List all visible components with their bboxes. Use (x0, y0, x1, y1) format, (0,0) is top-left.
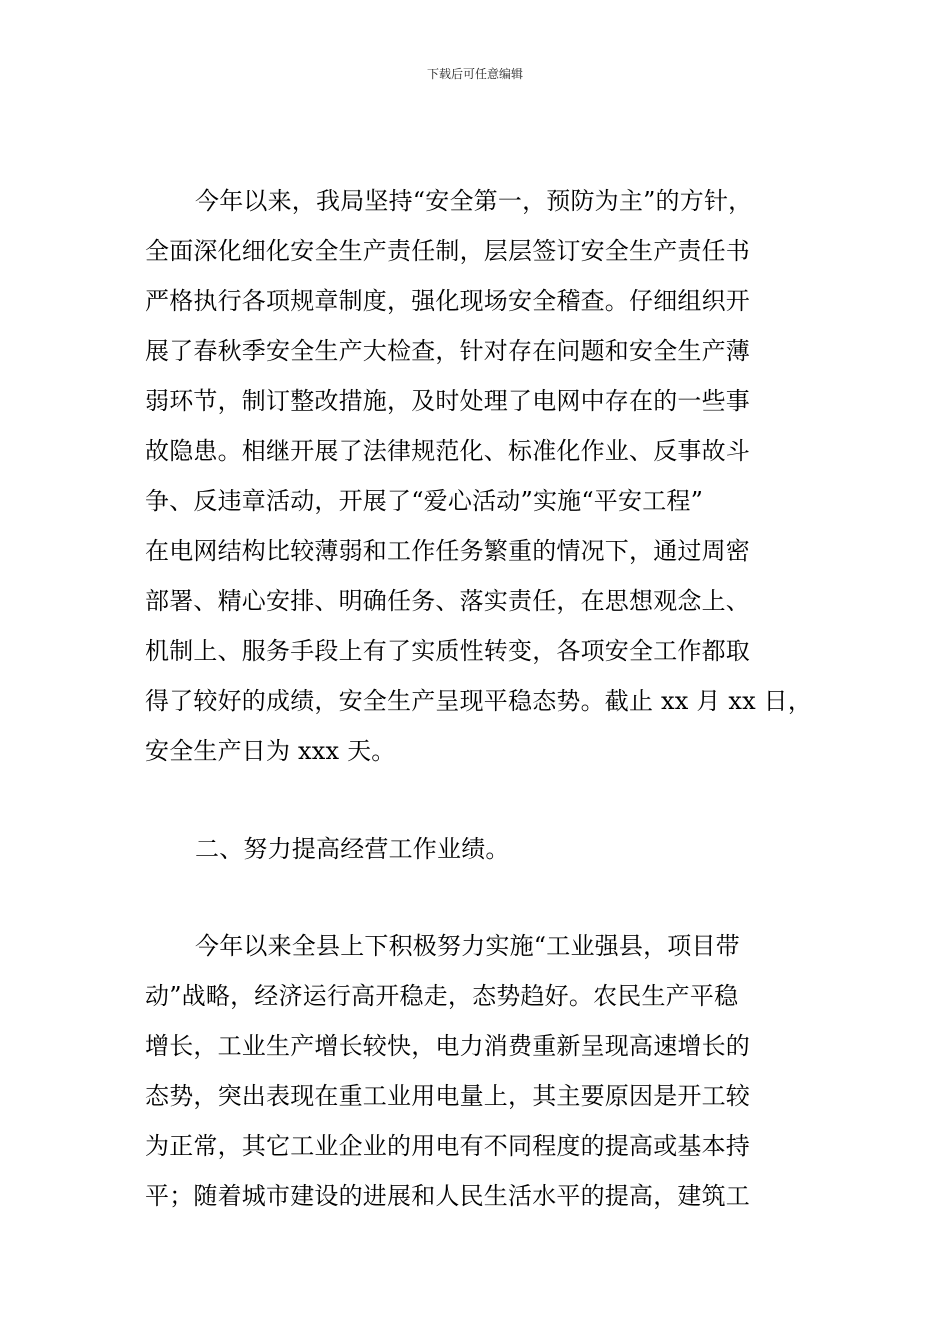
paragraph-line: 在电网结构比较薄弱和工作任务繁重的情况下，通过周密 (145, 537, 750, 565)
paragraph-line: 为正常，其它工业企业的用电有不同程度的提高或基本持 (145, 1132, 750, 1160)
paragraph-line: 态势，突出表现在重工业用电量上，其主要原因是开工较 (145, 1082, 750, 1110)
paragraph-line: 动”战略，经济运行高开稳走，态势趋好。农民生产平稳 (145, 982, 739, 1010)
paragraph-safety-production (145, 176, 835, 776)
paragraph-line: 弱环节，制订整改措施，及时处理了电网中存在的一些事 (145, 387, 750, 415)
paragraph-line: 部署、精心安排、明确任务、落实责任，在思想观念上、 (145, 587, 750, 615)
paragraph-line: 机制上、服务手段上有了实质性转变，各项安全工作都取 (145, 637, 750, 665)
paragraph-business-performance (145, 921, 835, 1221)
section-heading-text: 二、努力提高经营工作业绩。 (195, 835, 510, 863)
paragraph-line: 平；随着城市建设的进展和人民生活水平的提高，建筑工 (145, 1182, 750, 1210)
paragraph-line: 增长，工业生产增长较快，电力消费重新呈现高速增长的 (145, 1032, 750, 1060)
paragraph-line: 争、反违章活动，开展了“爱心活动”实施“平安工程” (145, 487, 704, 515)
paragraph-line: 严格执行各项规章制度，强化现场安全稽查。仔细组织开 (145, 287, 750, 315)
paragraph-line: 故隐患。相继开展了法律规范化、标准化作业、反事故斗 (145, 437, 750, 465)
paragraph-line: 得了较好的成绩，安全生产呈现平稳态势。截止 xx 月 xx 日， (145, 687, 813, 715)
page-header: 下载后可任意编辑 (426, 67, 523, 81)
paragraph-line: 全面深化细化安全生产责任制，层层签订安全生产责任书 (145, 237, 750, 265)
paragraph-line: 安全生产日为 xxx 天。 (145, 737, 396, 765)
paragraph-line: 今年以来全县上下积极努力实施“工业强县，项目带 (195, 932, 740, 960)
section-heading (145, 824, 835, 874)
paragraph-line: 展了春秋季安全生产大检查，针对存在问题和安全生产薄 (145, 337, 750, 365)
paragraph-line: 今年以来，我局坚持“安全第一，预防为主”的方针， (195, 187, 753, 215)
